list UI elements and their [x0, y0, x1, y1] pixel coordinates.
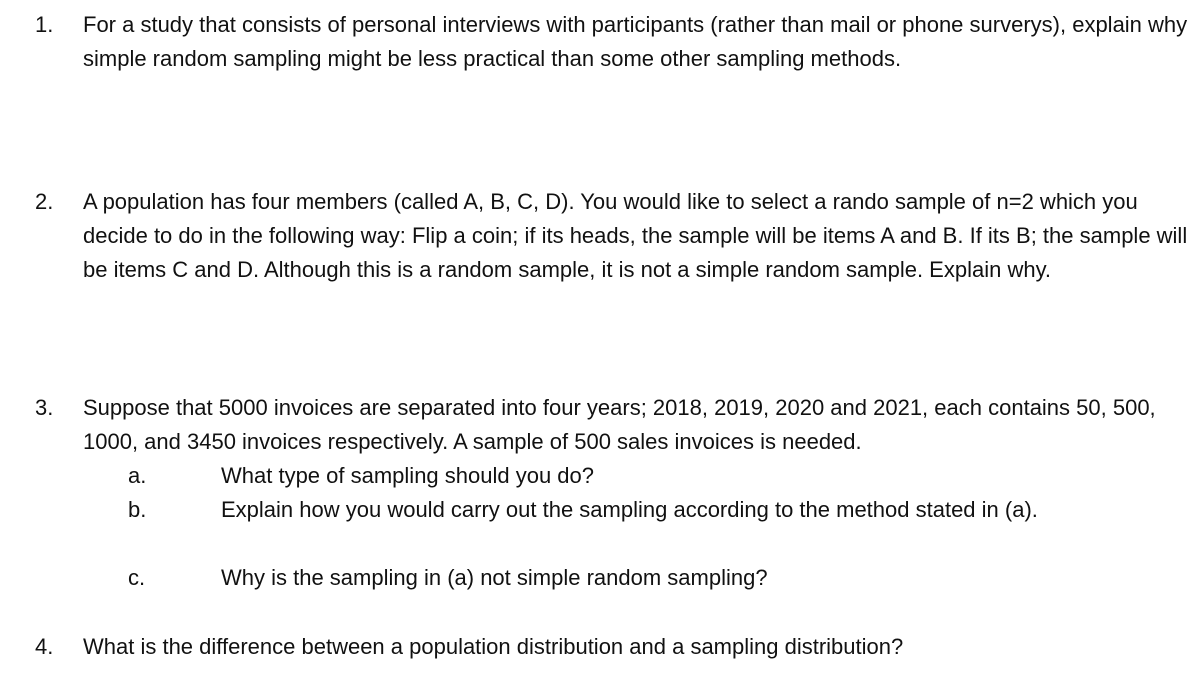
- question-number: 2.: [35, 189, 54, 214]
- subquestion-text: Explain how you would carry out the sampling according to the method stated in (a).: [221, 497, 1038, 522]
- subquestion-text: Why is the sampling in (a) not simple random sampling?: [221, 565, 768, 590]
- question-number: 1.: [35, 12, 54, 37]
- question-text: A population has four members (called A, B, C, D). You would like to select a rando sample of n=2 which you decide to do in the following way: Flip a coin; if its heads, the sample will be items A and B. If its B; the sample will be items C and D. Although this is a random sample, it is not a simple random sample. Explain why.: [83, 189, 1188, 282]
- question-text: What is the difference between a population distribution and a sampling distribution?: [83, 634, 904, 659]
- subquestion-text: What type of sampling should you do?: [221, 463, 595, 488]
- subquestion-letter: b.: [128, 497, 147, 522]
- subquestion-letter: c.: [128, 565, 146, 590]
- question-number: 4.: [35, 634, 54, 659]
- subquestion-letter: a.: [128, 463, 147, 488]
- question-text: For a study that consists of personal interviews with participants (rather than mail or phone surverys), explain why simple random sampling might be less practical than some other sampling methods.: [83, 12, 1188, 71]
- question-text: Suppose that 5000 invoices are separated into four years; 2018, 2019, 2020 and 2021, each contains 50, 500, 1000, and 3450 invoices respectively. A sample of 500 sales invoices is needed.: [83, 395, 1156, 454]
- question-number: 3.: [35, 395, 54, 420]
